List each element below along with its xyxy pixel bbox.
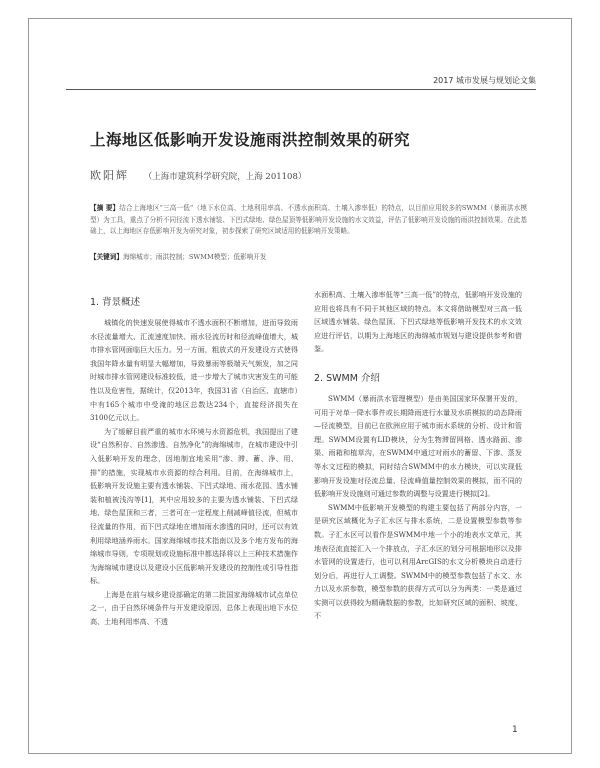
section-1-paragraph-3-continued: 水面积高、土壤入渗率低等“三高一低”的特点，低影响开发设施的应用也将具有不同于其他区域的特点。本文将借助模型对三高一低区域透水铺装、绿色屋顶、下凹式绿地等低影响开发技术的水文效应进行评估，以期为上海地区的海绵城市规划与建设提供参考和借鉴。 (314, 290, 522, 354)
abstract (90, 203, 527, 238)
byline (90, 167, 530, 183)
running-header-title: 2017 城市发展与规划论文集 (433, 76, 536, 85)
section-1-paragraph-1: 城镇化的快速发展使得城市不透水面积不断增加，进而导致雨水径流量增大、汇流速度加快、雨水径流历时和径流峰值增大，城市排水管网面临巨大压力。另一方面，粗放式的开发建设方式使得我国年降水量有明显大幅增加，导致暴雨等极端天气频发，加之同时城市排水管网建设标准较低，进一步增大了城市灾害发生的可能性以及危害性，据统计，仅2013年，我国31省（自治区、直辖市）中有165个城市中受淹的地区总数达234个，直接经济损失在3100亿元以上。 (90, 318, 298, 423)
page-number: 1 (512, 725, 518, 735)
section-2-paragraph-1: SWMM（暴雨洪水管理模型）是由美国国家环保署开发的，可用于对单一降水事件或长期降雨进行水量及水质模拟的动态降雨—径流模型，目前已在欧洲应用于城市雨水系统的分析、设计和管理。SWMM设置有LID模块，分为生物滞留网格、透水路面、渗渠、雨箱和植草沟，在SWMM中通过对雨水的蓄留、下渗、蒸发等水文过程的模拟，同时结合SWMM中的水力模块，可以实现低影响开发设施对径流总量、径流峰值量控制效果的模拟，而不同的低影响开发设施则可通过参数的调整与设置进行模拟[2]。 (314, 393, 522, 499)
section-1-heading: 1. 背景概述 (90, 297, 141, 308)
abstract-label: 【摘 要】 (90, 204, 120, 212)
keywords-label: 【关键词】 (90, 253, 123, 261)
abstract-text: 结合上海地区“三高一低”（地下水位高、土地利用率高、不透水面积高、土壤入渗率低）的特点，以目前应用较多的SWMM（暴雨洪水模型）为工具，重点了分析不同径流下透水铺装、下凹式绿地、绿色屋顶等低影响开发设施的水文效益，评估了低影响开发设施的雨洪控制效果。在此基础上，以上海地区存低影响开发为研究对象，初步探索了研究区域适用的低影响开发策略。 (90, 204, 528, 236)
running-header (66, 75, 536, 90)
right-column (314, 288, 522, 623)
keywords-text: 海绵城市；雨洪控制；SWMM模型；低影响开发 (122, 253, 267, 261)
paper-title: 上海地区低影响开发设施雨洪控制效果的研究 (90, 131, 411, 149)
author-name: 欧阳辉 (90, 169, 129, 182)
author-affiliation: （上海市建筑科学研究院，上海 201108） (143, 172, 307, 182)
keywords (90, 252, 527, 263)
section-1-paragraph-3: 上海是在前与城乡建设部确定的第二批国家海绵城市试点单位之一，由于自然环境条件与开发建设原因，总体上表现出地下水位高、土地利用率高、不透 (90, 589, 298, 627)
left-column (90, 288, 298, 629)
section-1-paragraph-2: 为了缓解目前严重的城市水环境与水资源危机，我国提出了建设“自然积存、自然渗透、自然净化”的海绵城市，在城市建设中引入低影响开发的理念，因地制宜地采用“渗、滞、蓄、净、用、排”的措施，实现城市水资源的综合利用。目前，在海绵城市上，低影响开发设施主要有透水铺装、下凹式绿地、雨水花园、透水铺装和植被浅沟等[1]，其中应用较多的主要为透水铺装、下凹式绿地、绿色屋顶和三者，三者可在一定程度上削减峰值径流，但城市径流量的作用，而下凹式绿地在增加雨水渗透的同时，还可以有效利用绿地涵养雨水。国家海绵城市技术指南以及多个地方发布的海绵城市导则，专项规划或设施标准中都选择将以上三种技术措施作为海绵城市建设以及建设小区低影响开发建设的控制性或引导性指标。 (90, 426, 298, 586)
section-2-paragraph-2: SWMM中低影响开发模型的构建主要包括了两部分内容，一是研究区域概化为子汇水区与排水系统，二是设置模型参数等参数。子汇水区可以看作是SWMM中地一个小的地表水文单元，其地表径流直接汇入一个排放点，子汇水区的划分可根据地形以及排水管网的设置进行，也可以利用ArcGIS的水文分析模块自动进行划分后，再进行人工调整。SWMM中的模型参数包括了水文、水力以及水质参数，模型参数的获得方式可以分为两类：一类是通过实测可以获得较为精确数据的参数，比如研究区域的面积、坡度、不 (314, 502, 522, 621)
section-2-heading: 2. SWMM 介绍 (314, 372, 380, 384)
